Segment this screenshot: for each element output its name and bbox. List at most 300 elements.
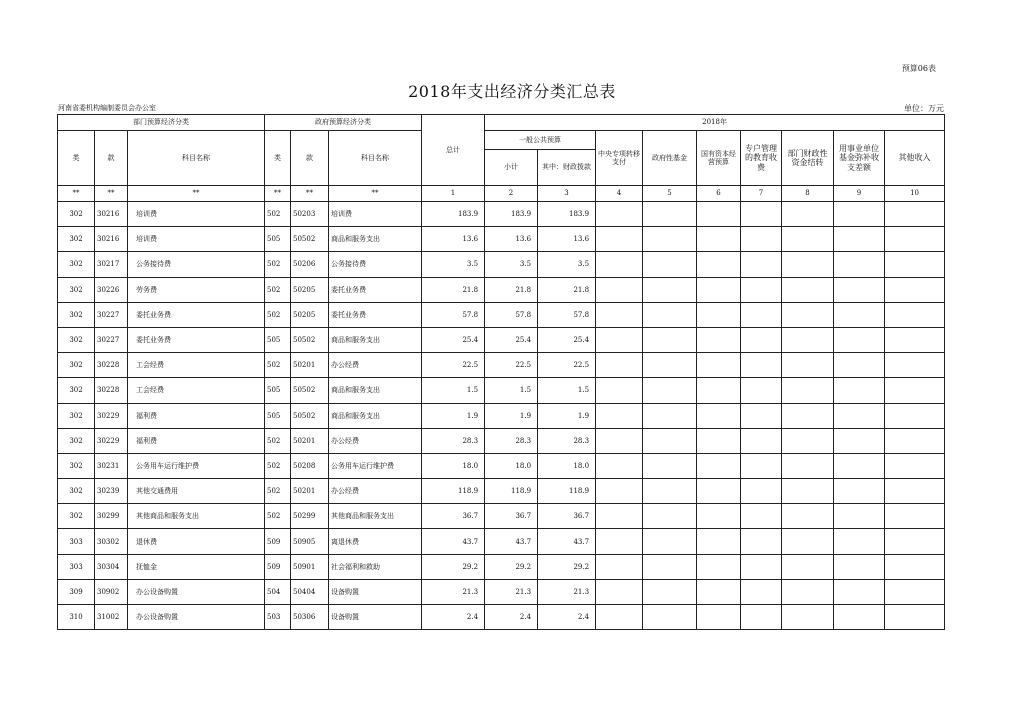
total-cell: 21.8 [422, 277, 485, 302]
lei-cell: 302 [58, 378, 95, 403]
lei-cell: 302 [58, 277, 95, 302]
empty-cell [885, 428, 945, 453]
empty-cell [741, 202, 782, 227]
table-body [58, 202, 945, 630]
table-row [58, 453, 945, 478]
year-group-header: 2018年 [485, 115, 945, 131]
empty-cell [885, 453, 945, 478]
empty-cell [697, 378, 741, 403]
header-row-2 [58, 131, 945, 150]
gov-lei-cell: 502 [265, 353, 291, 378]
empty-cell [782, 529, 834, 554]
gov-kuan-cell: 50205 [291, 302, 329, 327]
gov-fund-header: 政府性基金 [643, 131, 697, 186]
column-index-cell: ** [95, 186, 128, 202]
empty-cell [596, 504, 643, 529]
fiscal-cell: 25.4 [538, 327, 596, 352]
gov-lei-cell: 509 [265, 554, 291, 579]
gov-kuan-cell: 50502 [291, 403, 329, 428]
empty-cell [741, 605, 782, 630]
gov-subject-name-cell: 其他商品和服务支出 [329, 504, 422, 529]
gov-lei-cell: 505 [265, 378, 291, 403]
gov-lei-cell: 502 [265, 428, 291, 453]
subtotal-cell: 21.3 [485, 579, 538, 604]
fiscal-cell: 2.4 [538, 605, 596, 630]
empty-cell [834, 252, 885, 277]
subject-name-header: 科目名称 [128, 131, 265, 186]
gov-lei-cell: 502 [265, 252, 291, 277]
column-index-cell: ** [128, 186, 265, 202]
empty-cell [834, 277, 885, 302]
header-row-1 [58, 115, 945, 131]
kuan-cell: 30304 [95, 554, 128, 579]
column-index-cell: 4 [596, 186, 643, 202]
fiscal-cell: 183.9 [538, 202, 596, 227]
empty-cell [834, 403, 885, 428]
empty-cell [596, 302, 643, 327]
fiscal-cell: 43.7 [538, 529, 596, 554]
lei-cell: 302 [58, 327, 95, 352]
lei-cell: 302 [58, 453, 95, 478]
table-row [58, 227, 945, 252]
subtotal-cell: 118.9 [485, 479, 538, 504]
subject-name-cell: 办公设备购置 [128, 605, 265, 630]
empty-cell [741, 428, 782, 453]
empty-cell [643, 504, 697, 529]
empty-cell [697, 277, 741, 302]
empty-cell [885, 252, 945, 277]
kuan-cell: 30227 [95, 302, 128, 327]
table-row [58, 277, 945, 302]
empty-cell [697, 252, 741, 277]
empty-cell [697, 202, 741, 227]
subtotal-cell: 21.8 [485, 277, 538, 302]
subtotal-cell: 183.9 [485, 202, 538, 227]
kuan-cell: 30217 [95, 252, 128, 277]
total-cell: 3.5 [422, 252, 485, 277]
empty-cell [885, 227, 945, 252]
empty-cell [885, 202, 945, 227]
kuan-cell: 30226 [95, 277, 128, 302]
gov-lei-cell: 502 [265, 202, 291, 227]
empty-cell [697, 227, 741, 252]
subtotal-cell: 1.9 [485, 403, 538, 428]
gov-lei-cell: 505 [265, 327, 291, 352]
table-row [58, 479, 945, 504]
gov-group-header: 政府预算经济分类 [265, 115, 422, 131]
gov-subject-name-cell: 办公经费 [329, 428, 422, 453]
table-row [58, 252, 945, 277]
column-index-cell: 6 [697, 186, 741, 202]
gov-kuan-cell: 50206 [291, 252, 329, 277]
empty-cell [697, 554, 741, 579]
empty-cell [643, 302, 697, 327]
empty-cell [741, 453, 782, 478]
lei-cell: 303 [58, 554, 95, 579]
subtotal-cell: 28.3 [485, 428, 538, 453]
empty-cell [596, 403, 643, 428]
total-cell: 29.2 [422, 554, 485, 579]
gov-lei-cell: 502 [265, 479, 291, 504]
empty-cell [741, 327, 782, 352]
empty-cell [643, 479, 697, 504]
empty-cell [741, 302, 782, 327]
gov-kuan-cell: 50208 [291, 453, 329, 478]
subtotal-cell: 18.0 [485, 453, 538, 478]
empty-cell [697, 327, 741, 352]
gov-subject-name-cell: 商品和服务支出 [329, 327, 422, 352]
empty-cell [834, 453, 885, 478]
subject-name-cell: 其他商品和服务支出 [128, 504, 265, 529]
empty-cell [741, 403, 782, 428]
total-cell: 1.5 [422, 378, 485, 403]
empty-cell [741, 554, 782, 579]
lei-cell: 302 [58, 504, 95, 529]
fiscal-cell: 28.3 [538, 428, 596, 453]
gov-kuan-cell: 50306 [291, 605, 329, 630]
fiscal-cell: 118.9 [538, 479, 596, 504]
gov-kuan-cell: 50905 [291, 529, 329, 554]
total-cell: 118.9 [422, 479, 485, 504]
empty-cell [596, 202, 643, 227]
lei-cell: 309 [58, 579, 95, 604]
empty-cell [782, 227, 834, 252]
institution-gap-header: 用事业单位基金弥补收支差额 [834, 131, 885, 186]
subject-name-cell: 委托业务费 [128, 327, 265, 352]
kuan-cell: 30228 [95, 353, 128, 378]
general-budget-header: 一般公共预算 [485, 131, 596, 150]
gov-kuan-cell: 50201 [291, 428, 329, 453]
gov-subject-name-cell: 委托业务费 [329, 302, 422, 327]
subtotal-header: 小计 [485, 150, 538, 186]
fiscal-cell: 57.8 [538, 302, 596, 327]
gov-subject-name-cell: 商品和服务支出 [329, 227, 422, 252]
table-row [58, 202, 945, 227]
kuan-cell: 30902 [95, 579, 128, 604]
fiscal-carryover-header: 部门财政性资金结转 [782, 131, 834, 186]
fiscal-cell: 21.8 [538, 277, 596, 302]
subtotal-cell: 13.6 [485, 227, 538, 252]
empty-cell [596, 227, 643, 252]
subject-name-cell: 其他交通费用 [128, 479, 265, 504]
subject-name-cell: 委托业务费 [128, 302, 265, 327]
empty-cell [885, 403, 945, 428]
column-index-cell: 8 [782, 186, 834, 202]
empty-cell [596, 479, 643, 504]
empty-cell [697, 453, 741, 478]
gov-lei-cell: 505 [265, 227, 291, 252]
unit-label: 单位：万元 [904, 104, 944, 113]
fiscal-cell: 22.5 [538, 353, 596, 378]
empty-cell [697, 504, 741, 529]
table-row [58, 353, 945, 378]
subject-name-cell: 办公设备购置 [128, 579, 265, 604]
gov-subject-name-cell: 公务用车运行维护费 [329, 453, 422, 478]
column-index-cell: 1 [422, 186, 485, 202]
central-transfer-header: 中央专项转移支付 [596, 131, 643, 186]
empty-cell [885, 302, 945, 327]
gov-lei-cell: 502 [265, 504, 291, 529]
subject-name-cell: 公务用车运行维护费 [128, 453, 265, 478]
empty-cell [596, 453, 643, 478]
empty-cell [643, 353, 697, 378]
table-row [58, 428, 945, 453]
gov-kuan-cell: 50201 [291, 479, 329, 504]
empty-cell [697, 302, 741, 327]
empty-cell [741, 579, 782, 604]
column-index-cell: 9 [834, 186, 885, 202]
total-cell: 22.5 [422, 353, 485, 378]
empty-cell [741, 227, 782, 252]
empty-cell [834, 605, 885, 630]
empty-cell [834, 504, 885, 529]
subject-name-cell: 工会经费 [128, 378, 265, 403]
kuan-cell: 30231 [95, 453, 128, 478]
column-index-cell: 5 [643, 186, 697, 202]
gov-subject-name-cell: 商品和服务支出 [329, 403, 422, 428]
page-title: 2018年支出经济分类汇总表 [408, 82, 616, 101]
empty-cell [834, 428, 885, 453]
lei-cell: 302 [58, 428, 95, 453]
gov-lei-cell: 502 [265, 277, 291, 302]
lei-cell: 310 [58, 605, 95, 630]
column-index-cell: ** [58, 186, 95, 202]
subtotal-cell: 2.4 [485, 605, 538, 630]
state-capital-header: 国有资本经营预算 [697, 131, 741, 186]
empty-cell [741, 378, 782, 403]
total-cell: 183.9 [422, 202, 485, 227]
empty-cell [782, 403, 834, 428]
empty-cell [782, 327, 834, 352]
gov-subject-name-cell: 商品和服务支出 [329, 378, 422, 403]
empty-cell [596, 252, 643, 277]
empty-cell [834, 554, 885, 579]
subject-name-cell: 培训费 [128, 227, 265, 252]
empty-cell [697, 579, 741, 604]
table-row [58, 378, 945, 403]
lei-cell: 302 [58, 479, 95, 504]
empty-cell [834, 479, 885, 504]
empty-cell [885, 327, 945, 352]
empty-cell [782, 353, 834, 378]
fiscal-cell: 1.9 [538, 403, 596, 428]
empty-cell [697, 605, 741, 630]
empty-cell [596, 277, 643, 302]
empty-cell [834, 378, 885, 403]
table-code: 预算06表 [901, 64, 936, 73]
education-fee-header: 专户管理的教育收费 [741, 131, 782, 186]
empty-cell [885, 479, 945, 504]
table-row [58, 605, 945, 630]
total-cell: 36.7 [422, 504, 485, 529]
empty-cell [697, 403, 741, 428]
lei-cell: 302 [58, 252, 95, 277]
column-index-cell: ** [291, 186, 329, 202]
kuan-cell: 30239 [95, 479, 128, 504]
column-index-row [58, 186, 945, 202]
column-index-cell: 10 [885, 186, 945, 202]
empty-cell [885, 529, 945, 554]
empty-cell [741, 479, 782, 504]
gov-lei-cell: 503 [265, 605, 291, 630]
empty-cell [643, 252, 697, 277]
gov-kuan-cell: 50203 [291, 202, 329, 227]
fiscal-cell: 13.6 [538, 227, 596, 252]
table-row [58, 403, 945, 428]
kuan-cell: 30216 [95, 202, 128, 227]
empty-cell [741, 252, 782, 277]
total-cell: 28.3 [422, 428, 485, 453]
column-index-cell: 2 [485, 186, 538, 202]
kuan-cell: 30302 [95, 529, 128, 554]
empty-cell [697, 428, 741, 453]
subject-name-cell: 培训费 [128, 202, 265, 227]
column-index-cell: 3 [538, 186, 596, 202]
empty-cell [643, 277, 697, 302]
gov-lei-header: 类 [265, 131, 291, 186]
table-row [58, 554, 945, 579]
fiscal-cell: 18.0 [538, 453, 596, 478]
lei-cell: 302 [58, 202, 95, 227]
gov-subject-name-cell: 设备购置 [329, 579, 422, 604]
empty-cell [885, 504, 945, 529]
subtotal-cell: 36.7 [485, 504, 538, 529]
total-cell: 21.3 [422, 579, 485, 604]
total-header: 总计 [422, 115, 485, 186]
fiscal-header: 其中：财政拨款 [538, 150, 596, 186]
empty-cell [885, 554, 945, 579]
gov-subject-name-cell: 设备购置 [329, 605, 422, 630]
gov-lei-cell: 509 [265, 529, 291, 554]
empty-cell [643, 327, 697, 352]
empty-cell [643, 428, 697, 453]
empty-cell [697, 529, 741, 554]
kuan-cell: 30299 [95, 504, 128, 529]
gov-kuan-cell: 50502 [291, 378, 329, 403]
empty-cell [596, 428, 643, 453]
empty-cell [834, 202, 885, 227]
other-income-header: 其他收入 [885, 131, 945, 186]
empty-cell [782, 428, 834, 453]
gov-kuan-cell: 50502 [291, 327, 329, 352]
subtotal-cell: 3.5 [485, 252, 538, 277]
empty-cell [741, 504, 782, 529]
empty-cell [741, 529, 782, 554]
subtotal-cell: 57.8 [485, 302, 538, 327]
gov-kuan-cell: 50901 [291, 554, 329, 579]
empty-cell [643, 378, 697, 403]
fiscal-cell: 3.5 [538, 252, 596, 277]
column-index-cell: 7 [741, 186, 782, 202]
empty-cell [596, 353, 643, 378]
gov-subject-name-cell: 委托业务费 [329, 277, 422, 302]
empty-cell [885, 605, 945, 630]
fiscal-cell: 29.2 [538, 554, 596, 579]
kuan-cell: 30229 [95, 428, 128, 453]
subtotal-cell: 29.2 [485, 554, 538, 579]
empty-cell [782, 252, 834, 277]
empty-cell [885, 579, 945, 604]
lei-header: 类 [58, 131, 95, 186]
empty-cell [885, 378, 945, 403]
subject-name-cell: 工会经费 [128, 353, 265, 378]
subject-name-cell: 退休费 [128, 529, 265, 554]
gov-kuan-header: 款 [291, 131, 329, 186]
subtotal-cell: 25.4 [485, 327, 538, 352]
table-row [58, 327, 945, 352]
table-row [58, 529, 945, 554]
kuan-cell: 30227 [95, 327, 128, 352]
empty-cell [782, 302, 834, 327]
table-row [58, 579, 945, 604]
empty-cell [885, 353, 945, 378]
kuan-cell: 30228 [95, 378, 128, 403]
fiscal-cell: 1.5 [538, 378, 596, 403]
gov-subject-name-cell: 培训费 [329, 202, 422, 227]
empty-cell [596, 579, 643, 604]
empty-cell [782, 277, 834, 302]
gov-subject-name-cell: 办公经费 [329, 353, 422, 378]
total-cell: 2.4 [422, 605, 485, 630]
gov-kuan-cell: 50201 [291, 353, 329, 378]
subject-name-cell: 抚恤金 [128, 554, 265, 579]
empty-cell [885, 277, 945, 302]
lei-cell: 303 [58, 529, 95, 554]
empty-cell [643, 554, 697, 579]
gov-kuan-cell: 50502 [291, 227, 329, 252]
lei-cell: 302 [58, 302, 95, 327]
empty-cell [643, 453, 697, 478]
empty-cell [782, 579, 834, 604]
gov-lei-cell: 502 [265, 453, 291, 478]
kuan-cell: 30216 [95, 227, 128, 252]
empty-cell [782, 554, 834, 579]
subtotal-cell: 43.7 [485, 529, 538, 554]
column-index-cell: ** [329, 186, 422, 202]
empty-cell [834, 579, 885, 604]
subject-name-cell: 公务接待费 [128, 252, 265, 277]
empty-cell [782, 453, 834, 478]
empty-cell [643, 403, 697, 428]
empty-cell [782, 504, 834, 529]
subtotal-cell: 1.5 [485, 378, 538, 403]
gov-lei-cell: 502 [265, 302, 291, 327]
total-cell: 1.9 [422, 403, 485, 428]
total-cell: 57.8 [422, 302, 485, 327]
empty-cell [697, 353, 741, 378]
lei-cell: 302 [58, 227, 95, 252]
empty-cell [643, 529, 697, 554]
gov-subject-name-cell: 社会福利和救助 [329, 554, 422, 579]
fiscal-cell: 36.7 [538, 504, 596, 529]
empty-cell [782, 202, 834, 227]
empty-cell [596, 327, 643, 352]
empty-cell [782, 605, 834, 630]
empty-cell [643, 605, 697, 630]
empty-cell [643, 202, 697, 227]
organization-name: 河南省委机构编制委员会办公室 [58, 104, 156, 112]
empty-cell [596, 378, 643, 403]
empty-cell [782, 378, 834, 403]
total-cell: 18.0 [422, 453, 485, 478]
empty-cell [741, 277, 782, 302]
total-cell: 25.4 [422, 327, 485, 352]
gov-subject-name-header: 科目名称 [329, 131, 422, 186]
subject-name-cell: 福利费 [128, 428, 265, 453]
gov-kuan-cell: 50205 [291, 277, 329, 302]
empty-cell [782, 479, 834, 504]
lei-cell: 302 [58, 403, 95, 428]
